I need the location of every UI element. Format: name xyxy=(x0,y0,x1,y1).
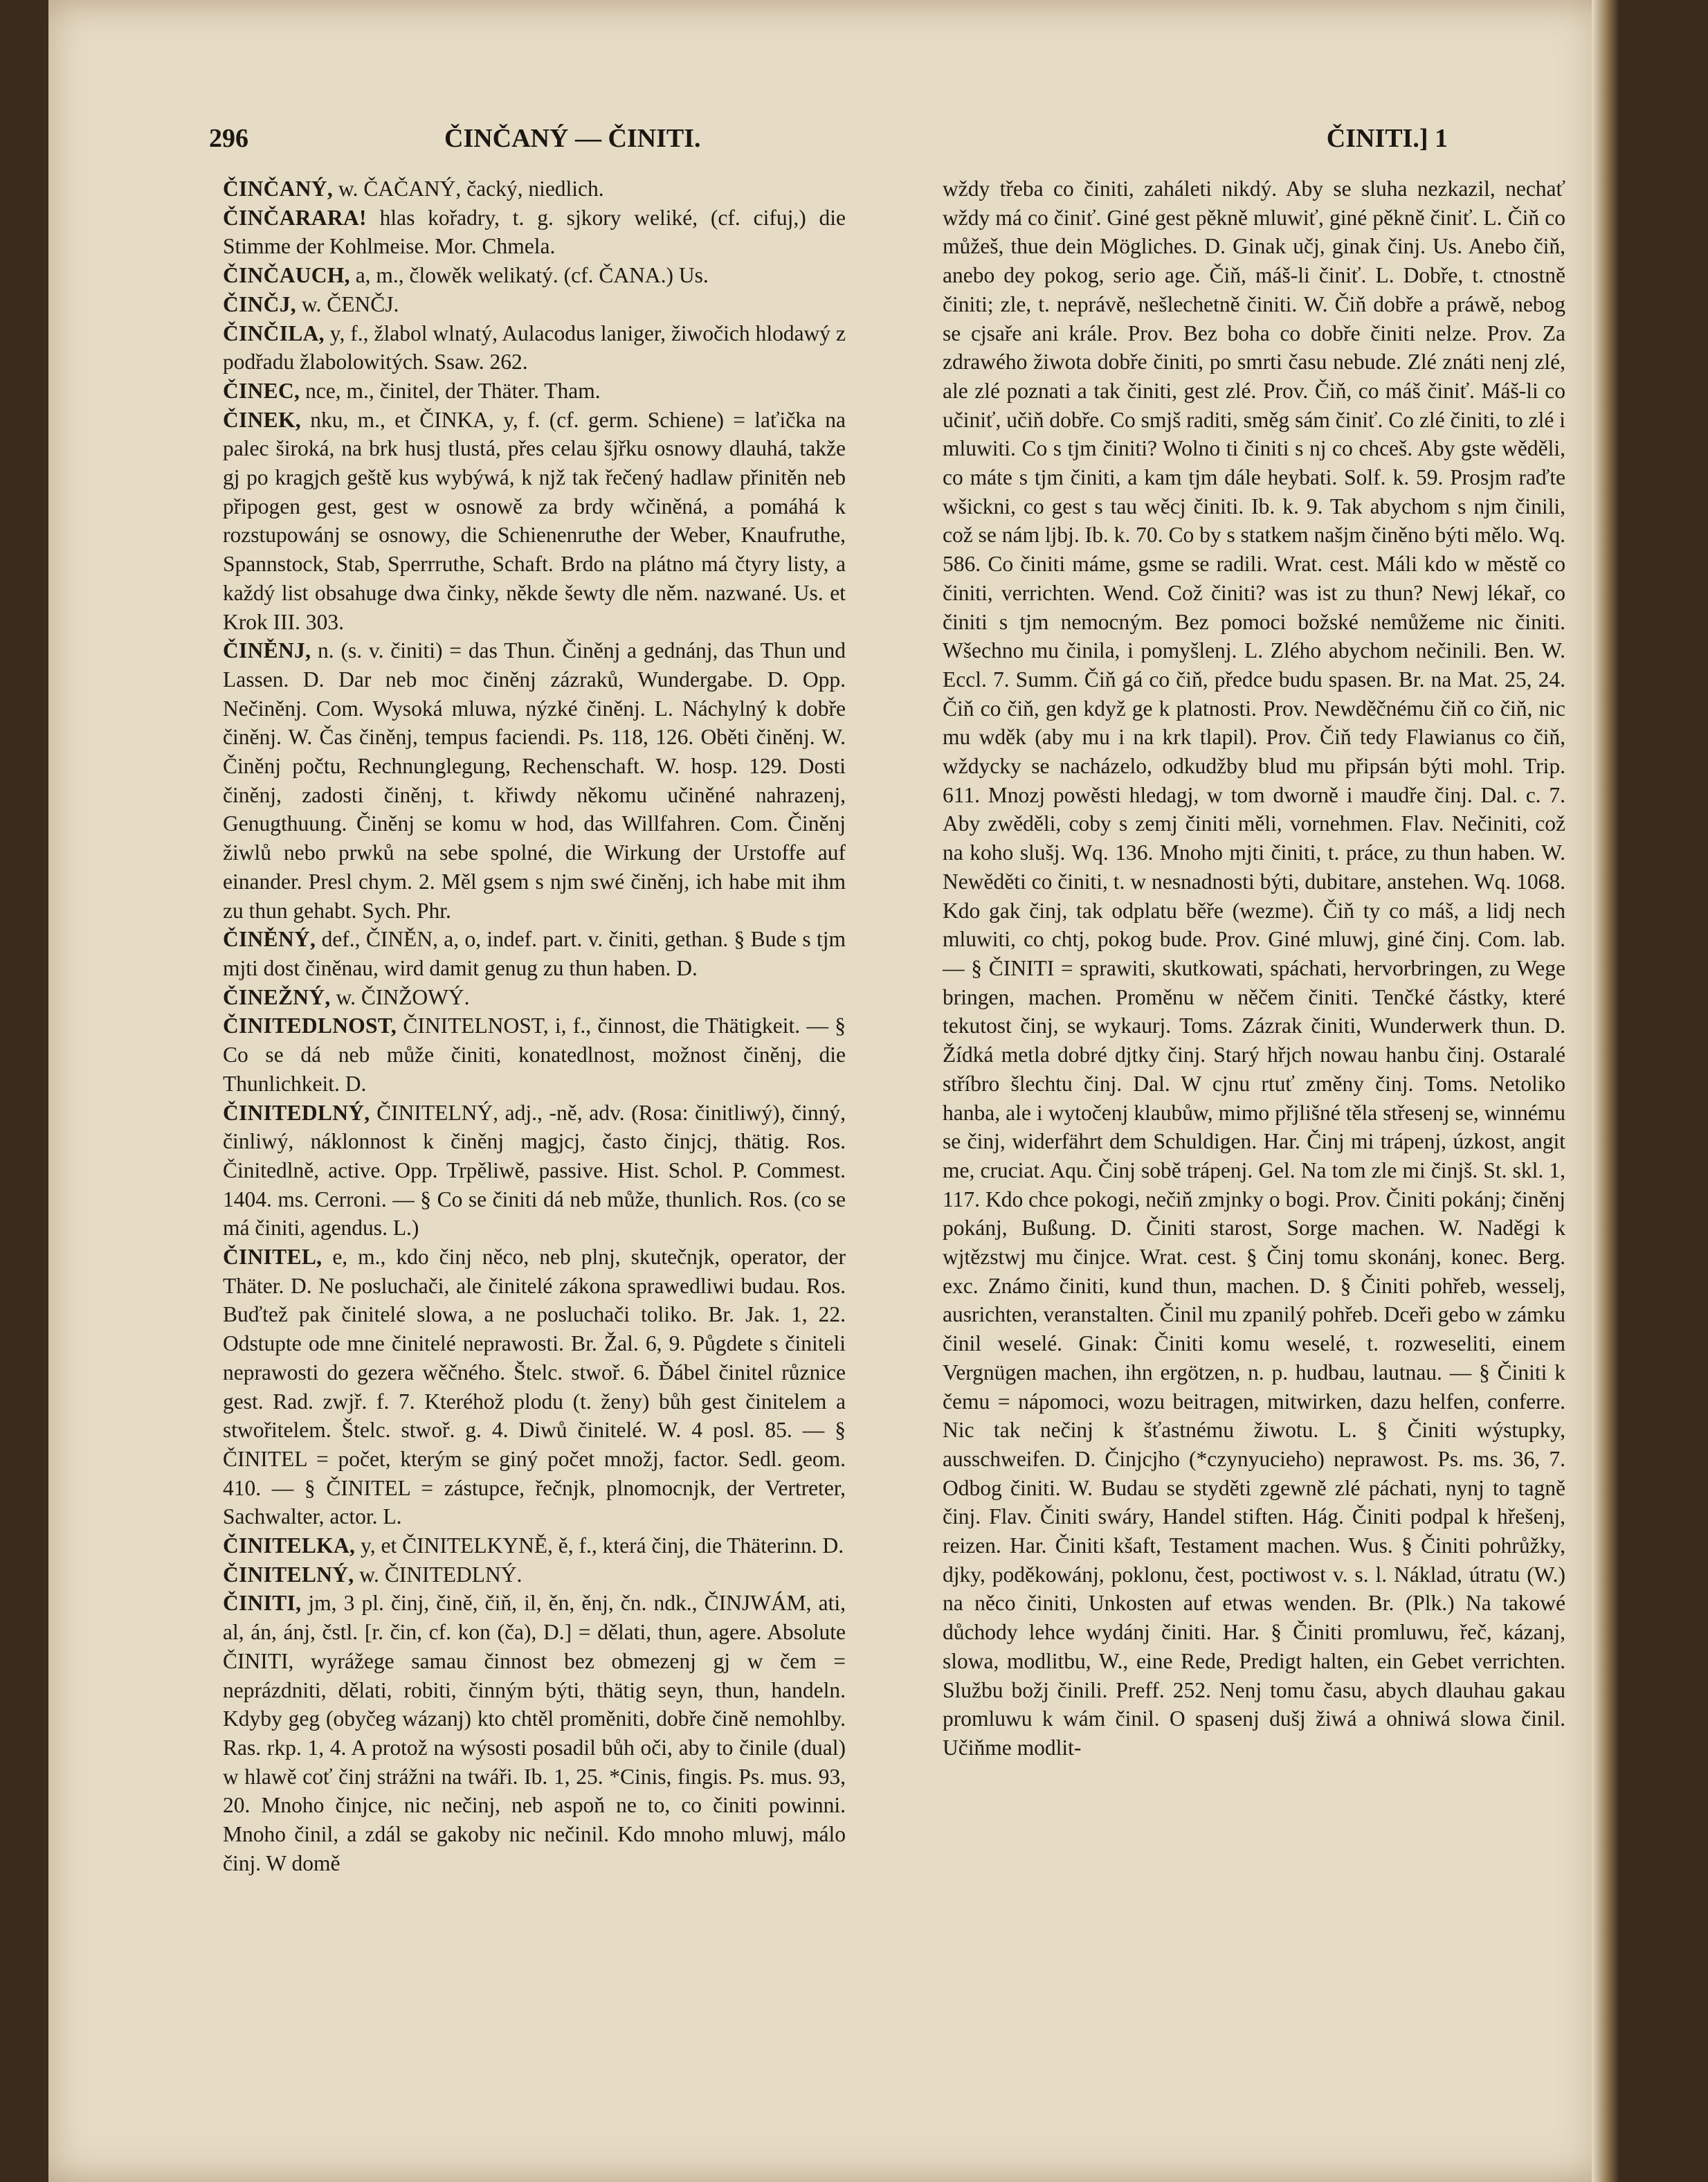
dictionary-page xyxy=(48,0,1619,2182)
entry-headword: ČINITEDLNÝ, xyxy=(223,1100,370,1125)
entry-headword: ČINČILA, xyxy=(223,321,325,345)
entry-text: ČINITELNOST, i, f., činnost, die Thätigkeit. — § Co se dá neb může činiti, konatedlnost, možnost činěnj, die Thunlichkeit. D. xyxy=(223,1013,846,1096)
entry-text: e, m., kdo činj něco, neb plnj, skutečnjk, operator, der Thäter. D. Ne posluchači, ale činitelé zákona sprawedliwi budau. Ros. Buďtež pak činitelé slowa, a ne posluchači toliko. Br. Jak. 1, 22. Odstupte ode mne činitelé neprawosti. Br. Žal. 6, 9. Půgdete s činiteli neprawosti do gezera wěčného. Štelc. stwoř. 6. Ďábel činitel různice gest. Rad. zwjř. f. 7. Kteréhož plodu (t. ženy) bůh gest činitelem a stwořitelem. Štelc. stwoř. g. 4. Diwů činitelé. W. 4 posl. 85. — § ČINITEL = počet, kterým se giný počet množj, factor. Sedl. geom. 410. — § ČINITEL = zástupce, řečnjk, plnomocnjk, der Vertreter, Sachwalter, actor. L. xyxy=(223,1245,846,1529)
dictionary-entry xyxy=(223,1560,846,1589)
page-number: 296 xyxy=(209,124,248,153)
right-running-head: ČINITI.] 1 xyxy=(1326,124,1448,153)
entry-text: def., ČINĚN, a, o, indef. part. v. činiti, gethan. § Bude s tjm mjti dost činěnau, wird damit genug zu thun haben. D. xyxy=(223,927,846,980)
entry-headword: ČINĚNÝ, xyxy=(223,927,316,952)
dictionary-entry xyxy=(223,1531,846,1560)
entry-text: ČINITELNÝ, adj., -ně, adv. (Rosa: činitliwý), činný, činliwý, náklonnost k činěnj magjcj, často činjcj, thätig. Ros. Činitedlně, active. Opp. Trpěliwě, passive. Hist. Schol. P. Commest. 1404. ms. Cerroni. — § Co se činiti dá neb může, thunlich. Ros. (co se má činiti, agendus. L.) xyxy=(223,1100,846,1241)
entry-text: jm, 3 pl. činj, čině, čiň, il, ěn, ěnj, čn. ndk., ČINJWÁM, ati, al, án, ánj, čstl. [r. čin, cf. kon (ča), D.] = dělati, thun, agere. Absolute ČINITI, wyrážege samau činnost bez obmezenj gj w čem = neprázdniti, dělati, robiti, činným býti, thätig seyn, thun, handeln. Kdyby geg (obyčeg wázanj) kto chtěl proměniti, dobře čině nemohlby. Ras. rkp. 1, 4. A protož na wýsosti posadil bůh oči, aby to činile (dual) w hlawě coť činj strážni na twáři. Ib. 1, 25. *Cinis, fingis. Ps. mus. 93, 20. Mnoho činjce, nic nečinj, neb aspoň ne to, co činiti powinni. Mnoho činil, a zdál se gakoby nic nečinil. Kdo mnoho mluwj, málo činj. W domě xyxy=(223,1591,846,1875)
entry-text: hlas kořadry, t. g. sjkory weliké, (cf. cifuj,) die Stimme der Kohlmeise. Mor. Chmela. xyxy=(223,205,846,259)
entry-headword: ČINEK, xyxy=(223,407,301,432)
right-column xyxy=(943,174,1565,1762)
left-running-head: ČINČANÝ — ČINITI. xyxy=(444,124,701,153)
entry-text: n. (s. v. činiti) = das Thun. Činěnj a gednánj, das Thun und Lassen. D. Dar neb moc činěnj zázraků, Wundergabe. D. Opp. Nečiněnj. Com. Wysoká mluwa, nýzké činěnj. L. Náchylný k dobře činěnj. W. Čas činěnj, tempus faciendi. Ps. 118, 126. Oběti činěnj. W. Činěnj počtu, Rechnunglegung, Rechenschaft. W. hosp. 129. Dosti činěnj, zadosti činěnj, t. křiwdy někomu učiněné nahrazenj, Genugthuung. Činěnj se komu w hod, das Willfahren. Com. Činěnj žiwlů nebo prwků na sebe spolné, die Wirkung der Urstoffe auf einander. Presl chym. 2. Měl gsem s njm swé činěnj, ich habe mit ihm zu thun gehabt. Sych. Phr. xyxy=(223,638,846,923)
dictionary-entry xyxy=(223,1099,846,1243)
entry-headword: ČINĚNJ, xyxy=(223,638,311,663)
dictionary-entry xyxy=(223,290,846,319)
entry-text: w. ČINITEDLNÝ. xyxy=(354,1562,523,1587)
entry-text: nku, m., et ČINKA, y, f. (cf. germ. Schiene) = laťička na palec široká, na brk husj tlustá, přes celau šjřku osnowy dlauhá, takže gj po kragjch geště kus wybýwá, k njž tak řečený hadlaw přinitěn neb připogen gest, gest w osnowě za brdy wčiněná, a pomáhá k rozstupowánj se osnowy, die Schienenruthe der Weber, Knaufruthe, Spannstock, Stab, Sperrruthe, Schaft. Brdo na plátno má čtyry listy, a každý list obsahuge dwa činky, někde šewty dle něm. nazwané. Us. et Krok III. 303. xyxy=(223,407,846,634)
entry-text: y, f., žlabol wlnatý, Aulacodus laniger, žiwočich hlodawý z podřadu žlabolowitých. Ssaw. 262. xyxy=(223,321,846,375)
entry-headword: ČINITELNÝ, xyxy=(223,1562,354,1587)
left-column xyxy=(223,174,846,1877)
dictionary-entry xyxy=(223,204,846,261)
dictionary-entry xyxy=(223,983,846,1012)
entry-headword: ČINEŽNÝ, xyxy=(223,984,331,1009)
entry-text: y, et ČINITELKYNĚ, ě, f., která činj, die Thäterinn. D. xyxy=(355,1533,844,1558)
entry-text: w. ČINŽOWÝ. xyxy=(330,984,470,1009)
entry-headword: ČINČAUCH, xyxy=(223,263,350,288)
entry-headword: ČINITEL, xyxy=(223,1245,322,1270)
dictionary-entry xyxy=(223,377,846,406)
dictionary-entry xyxy=(223,319,846,377)
entry-text: a, m., člowěk welikatý. (cf. ČANA.) Us. xyxy=(349,263,709,288)
dictionary-entry xyxy=(223,925,846,982)
dictionary-entry xyxy=(223,261,846,290)
entry-text: wždy třeba co činiti, zaháleti nikdý. Aby se sluha nezkazil, nechať wždy má co činiť. Giné gest pěkně mluwiť, giné pěkně činiť. L. Čiň co můžeš, thue dein Mögliches. D. Ginak učj, ginak činj. Us. Anebo čiň, anebo dey pokog, serio age. Čiň, máš-li činiť. L. Dobře, t. ctnostně činiti; zle, t. neprávě, nešlechetně činiti. W. Čiň dobře a práwě, nebog se cjsaře ani krále. Prov. Bez boha co dobře činiti nelze. Prov. Za zdrawého žiwota dobře činiti, po smrti času nebude. Zlé znáti nenj zlé, ale zlé poznati a tak činiti, gest zlé. Prov. Čiň, co máš činiť. Máš-li co učiniť, učiň dobře. Co smjš raditi, směg sám činiť. Co zlé činiti, to zlé i mluwiti. Co s tjm činiti? Wolno ti činiti s nj co chceš. Aby gste wěděli, co máte s tjm činiti, a kam tjm dále heybati. Solf. k. 59. Prosjm raďte wšickni, co gest s tau wěcj činiti. Ib. k. 9. Tak abychom s njm činili, což se nám ljbj. Ib. k. 70. Co by s statkem našjm činěno býti mělo. Wq. 586. Co činiti máme, gsme se radili. Wrat. cest. Máli kdo w městě co činiti, verrichten. Wend. Což činiti? was ist zu thun? Newj lékař, co činiti s tjm nemocným. Bez pomoci božské nemůžeme nic činiti. Wšechno mu činila, i pomyšlenj. L. Zlého abychom nečinili. Ben. W. Eccl. 7. Summ. Čiň gá co čiň, předce budu spasen. Br. na Mat. 25, 24. Čiň co čiň, gen když ge k platnosti. Prov. Newděčnému čiň co čiň, nic mu wděk (aby mu i na krk tlapil). Prov. Čiň tedy Flawianus co čiň, wždycky se nacházelo, odkudžby blud mu připsán býti mohl. Trip. 611. Mnozj powěsti hledagj, w tom dworně i maudře činj. Dal. c. 7. Aby zwěděli, coby s zemj činiti měli, vornehmen. Flav. Nečiniti, což na koho slušj. Wq. 136. Mnoho mjti činiti, t. práce, zu thun haben. W. Newěděti co činiti, t. w nesnadnosti býti, dubitare, anstehen. Wq. 1068. Kdo gak činj, tak odplatu běře (wezme). Čiň ty co máš, a lidj nech mluwiti, co chtj, pokog bude. Prov. Giné mluwj, giné činj. Com. lab. — § ČINITI = sprawiti, skutkowati, spáchati, hervorbringen, zu Wege bringen, machen. Proměnu w něčem činiti. Tenčké částky, které tekutost činj, se wykaurj. Toms. Zázrak činiti, Wunderwerk thun. D. Žídká metla dobré djtky činj. Starý hřjch nowau hanbu činj. Ostaralé stříbro šlechtu činj. Dal. W cjnu rtuť změny činj. Toms. Netoliko hanba, ale i wytočenj klaubůw, mimo přjlišné těla střesenj se, winnému se činj, widerfährt dem Schuldigen. Har. Činj mi trápenj, úzkost, angit me, cruciat. Aqu. Činj sobě trápenj. Gel. Na tom zle mi činjš. St. skl. 1, 117. Kdo chce pokogi, nečiň zmjnky o bogi. Prov. Činiti pokánj; činěnj pokánj, Bußung. D. Činiti starost, Sorge machen. W. Naděgi k wjtězstwj mu činjce. Wrat. cest. § Činj tomu skonánj, konec. Berg. exc. Známo činiti, kund thun, machen. D. § Činiti pohřeb, wesselj, ausrichten, veranstalten. Činil mu zpanilý pohřeb. Dceři gebo w zámku činil weselé. Ginak: Činiti komu weselé, t. rozweseliti, einem Vergnügen machen, ihn ergötzen, n. p. hudbau, lautnau. — § Činiti k čemu = nápomoci, wozu beitragen, mitwirken, dazu helfen, conferre. Nic tak nečinj k šťastnému žiwotu. L. § Činiti wýstupky, ausschweifen. D. Činjcjho (*czynyucieho) neprawost. Ps. ms. 36, 7. Odbog činiti. W. Budau se styděti zgewně zlé páchati, nynj to tagně činj. Flav. Činiti swáry, Handel stiften. Hág. Činiti podpal k hřešenj, reizen. Har. Činiti kšaft, Testament machen. Wus. § Činiti pohrůžky, djky, poděkowánj, poklonu, čest, poctiwost v. s. l. Náklad, útratu (W.) na něco činiti, Unkosten auf etwas wenden. Br. (Plk.) Na takowé důchody lehce wydánj činiti. Har. § Činiti promluwu, řeč, kázanj, slowa, modlitbu, W., eine Rede, Predigt halten, ein Gebet verrichten. Službu božj činili. Preff. 252. Nenj tomu času, abych dlauhau gakau promluwu k wám činil. O spasenj dušj žiwá a ohniwá slowa činil. Učiňme modlit- xyxy=(943,177,1565,1760)
dictionary-entry xyxy=(223,406,846,637)
entry-text: w. ČAČANÝ, čacký, niedlich. xyxy=(333,177,604,201)
dictionary-entry xyxy=(223,1589,846,1877)
dictionary-entry xyxy=(223,174,846,204)
dictionary-entry xyxy=(223,1011,846,1098)
entry-headword: ČINČANÝ, xyxy=(223,177,334,201)
book-spine-shadow xyxy=(1592,0,1619,2182)
entry-text: w. ČENČJ. xyxy=(296,291,399,316)
entry-text: nce, m., činitel, der Thäter. Tham. xyxy=(300,378,601,403)
dictionary-entry xyxy=(223,1243,846,1531)
entry-headword: ČINČJ, xyxy=(223,291,296,316)
entry-headword: ČINEC, xyxy=(223,378,300,403)
dictionary-entry xyxy=(943,174,1565,1762)
entry-headword: ČINITEDLNOST, xyxy=(223,1013,397,1038)
entry-headword: ČINITELKA, xyxy=(223,1533,356,1558)
entry-headword: ČINČARARA! xyxy=(223,205,367,230)
entry-headword: ČINITI, xyxy=(223,1591,302,1616)
dictionary-entry xyxy=(223,636,846,925)
running-head xyxy=(209,123,1448,159)
